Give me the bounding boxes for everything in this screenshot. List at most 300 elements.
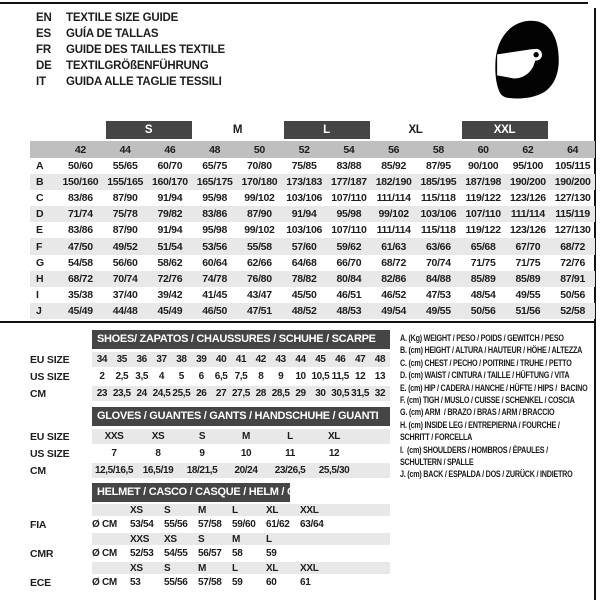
measure-cell: 49/52	[112, 240, 138, 253]
textile-size-table	[30, 121, 595, 319]
size-group-L: L	[284, 121, 370, 139]
measure-cell: 46/51	[336, 288, 362, 301]
value-cell: 12	[328, 448, 340, 459]
gloves-table-rows	[30, 429, 390, 478]
value-cell: 61/62	[266, 519, 290, 530]
measure-cell: 71/75	[470, 256, 496, 269]
value-cell: 12	[354, 371, 366, 382]
measure-cell: 60/64	[202, 256, 228, 269]
measure-cell: 87/95	[425, 160, 451, 173]
value-cell: 24	[136, 388, 147, 399]
size-cell: XXL	[300, 504, 319, 516]
measure-cell: 49/55	[515, 288, 541, 301]
size-cell: 58	[432, 143, 444, 156]
measure-cell: 56/60	[112, 256, 138, 269]
measure-cell: 190/200	[554, 176, 591, 189]
measure-row-B	[30, 174, 595, 190]
size-group-blank	[551, 121, 594, 139]
measure-cell: 87/90	[246, 208, 272, 221]
measure-cell: 105/115	[554, 160, 591, 173]
value-cell: 25,5	[172, 388, 191, 399]
language-row	[36, 58, 225, 74]
measure-cell: 45/49	[157, 304, 183, 317]
measure-cell: 68/72	[560, 240, 586, 253]
size-cell: M	[232, 533, 241, 545]
size-number-row	[30, 141, 595, 158]
value-cell: M	[242, 431, 250, 442]
value-cell: 58	[232, 548, 243, 559]
value-cell: 57/58	[198, 519, 222, 530]
measure-cell: 67/70	[515, 240, 541, 253]
row-letter: B	[36, 176, 44, 189]
measure-cell: 54/58	[67, 256, 93, 269]
certification-label: ECE	[30, 576, 51, 589]
size-cell: XL	[266, 562, 279, 574]
section-divider-rule	[0, 321, 595, 323]
value-cell: 6,5	[214, 371, 228, 382]
size-cell: XXL	[300, 562, 319, 574]
measure-cell: 52/58	[560, 304, 586, 317]
size-cell: 56	[388, 143, 400, 156]
language-row	[36, 26, 225, 42]
row-letter: D	[36, 208, 44, 221]
value-cell: 42	[255, 354, 266, 365]
measure-cell: 68/72	[67, 272, 93, 285]
value-cell: 41	[235, 354, 247, 365]
value-cell: 31,5	[351, 388, 370, 399]
size-cell: L	[266, 533, 272, 545]
size-cell: L	[232, 504, 238, 516]
measure-cell: 53/56	[202, 240, 228, 253]
helmet-size-values	[92, 504, 390, 516]
size-cell: 42	[74, 143, 86, 156]
size-cell: XL	[266, 504, 279, 516]
row-letter: G	[36, 256, 44, 269]
value-cell: 8	[258, 371, 264, 382]
measure-cell: 165/175	[196, 176, 233, 189]
measure-cell: 187/198	[465, 176, 502, 189]
size-cell: 60	[477, 143, 489, 156]
measure-cell: 43/47	[246, 288, 272, 301]
value-cell: 27	[215, 388, 227, 399]
measure-cell: 150/160	[62, 176, 99, 189]
measure-cell: 64/68	[291, 256, 317, 269]
value-cell: 59	[266, 548, 277, 559]
measure-cell: 83/88	[336, 160, 362, 173]
measure-cell: 50/56	[560, 288, 586, 301]
measure-cell: 70/80	[246, 160, 272, 173]
value-cell: 7,5	[234, 371, 248, 382]
row-letter: A	[36, 160, 44, 173]
size-cell: 64	[567, 143, 579, 156]
value-cell: 36	[136, 354, 147, 365]
size-group-S: S	[106, 121, 192, 139]
measure-cell: 83/86	[202, 208, 228, 221]
value-cell: 47	[354, 354, 366, 365]
measure-cell: 99/102	[244, 192, 275, 205]
row-letter: H	[36, 272, 44, 285]
size-cell: S	[164, 562, 171, 574]
row-values	[92, 386, 390, 401]
legend-item: C. (cm) CHEST / PECHO / POITRINE / TRUHE / PETTO	[400, 357, 572, 368]
measure-cell: 62/66	[246, 256, 272, 269]
measure-cell: 55/58	[246, 240, 272, 253]
measure-cell: 83/86	[67, 192, 93, 205]
measure-cell: 45/50	[291, 288, 317, 301]
unit-cell: Ø CM	[92, 548, 117, 559]
helmet-table	[30, 483, 390, 591]
language-label: TEXTILE SIZE GUIDE	[66, 12, 179, 24]
measure-cell: 39/42	[157, 288, 183, 301]
value-cell: 27,5	[232, 388, 250, 399]
table-row-eu-size	[30, 352, 390, 367]
measure-cell: 75/85	[291, 160, 317, 173]
size-cell: M	[198, 504, 207, 516]
measure-cell: 127/130	[554, 192, 591, 205]
measure-cell: 41/45	[202, 288, 228, 301]
size-group-blank	[60, 121, 103, 139]
measure-cell: 57/60	[291, 240, 317, 253]
measure-cell: 70/74	[112, 272, 138, 285]
value-cell: XXS	[104, 431, 124, 442]
value-cell: 59	[232, 577, 243, 588]
measure-cell: 87/91	[560, 272, 586, 285]
row-label: CM	[30, 387, 46, 400]
value-cell: L	[287, 431, 293, 442]
value-cell: 56/57	[198, 548, 222, 559]
size-cell: 54	[343, 143, 355, 156]
value-cell: 63/64	[300, 519, 324, 530]
legend-item: G. (cm) ARM / BRAZO / BRAS / ARM / BRACCIO	[400, 407, 555, 418]
value-cell: 45	[315, 354, 326, 365]
unit-cell: Ø CM	[92, 577, 117, 588]
measure-cell: 123/126	[509, 224, 546, 237]
measure-cell: 91/94	[157, 192, 183, 205]
value-cell: 61	[300, 577, 311, 588]
size-cell: S	[164, 504, 171, 516]
helmet-value-row-fia	[30, 517, 390, 532]
size-group-header-row	[30, 121, 595, 139]
measure-cell: 35/38	[67, 288, 93, 301]
measure-cell: 103/106	[420, 208, 457, 221]
table-row-cm	[30, 386, 390, 401]
measure-cell: 45/49	[67, 304, 93, 317]
measure-cell: 82/86	[381, 272, 407, 285]
measure-row-I	[30, 287, 595, 303]
value-cell: 55/56	[164, 519, 188, 530]
measure-cell: 111/114	[510, 208, 545, 221]
size-group-XXL: XXL	[462, 121, 548, 139]
measure-cell: 50/56	[470, 304, 496, 317]
measure-cell: 115/119	[555, 208, 590, 221]
measure-cell: 177/187	[330, 176, 367, 189]
helmet-size-row-fia	[30, 504, 390, 516]
measure-cell: 71/74	[67, 208, 93, 221]
measure-cell: 65/75	[202, 160, 228, 173]
row-values	[92, 446, 390, 461]
measure-cell: 46/52	[381, 288, 407, 301]
gloves-table	[30, 407, 390, 480]
language-row	[36, 42, 225, 58]
value-cell: 28,5	[271, 388, 290, 399]
measure-cell: 95/100	[512, 160, 544, 173]
certification-label: CMR	[30, 547, 54, 560]
size-cell: S	[198, 533, 205, 545]
measure-cell: 111/114	[376, 224, 411, 237]
value-cell: 5	[178, 371, 184, 382]
value-cell: 12,5/16,5	[94, 465, 134, 476]
measure-cell: 49/55	[425, 304, 451, 317]
measure-cell: 70/74	[425, 256, 451, 269]
measure-cell: 61/63	[381, 240, 407, 253]
measurement-legend	[400, 332, 595, 481]
helmet-value-row-ece	[30, 575, 390, 590]
measure-cell: 103/106	[286, 192, 323, 205]
value-cell: 3,5	[135, 371, 148, 382]
measure-cell: 55/65	[112, 160, 138, 173]
value-cell: 40	[215, 354, 227, 365]
value-cell: 9	[199, 448, 205, 459]
legend-item: H. (cm) INSIDE LEG / ENTREPIERNA / FOURCHE / SCHRITT / FORCELLA	[400, 419, 560, 443]
measure-cell: 115/118	[421, 192, 456, 205]
value-cell: 55/56	[164, 577, 188, 588]
language-label: GUÍA DE TALLAS	[66, 28, 159, 40]
value-cell: 32	[374, 388, 386, 399]
value-cell: 2	[99, 371, 105, 382]
language-label: GUIDA ALLE TAGLIE TESSILI	[66, 76, 222, 88]
measure-cell: 51/54	[157, 240, 183, 253]
measure-cell: 48/53	[336, 304, 362, 317]
value-cell: 29	[295, 388, 306, 399]
size-cell: 62	[522, 143, 534, 156]
measure-cell: 83/86	[67, 224, 93, 237]
value-cell: 48	[374, 354, 386, 365]
measure-cell: 66/70	[336, 256, 362, 269]
value-cell: 53	[130, 577, 141, 588]
measure-cell: 91/94	[157, 224, 183, 237]
measure-cell: 71/75	[515, 256, 541, 269]
legend-item: A. (Kg) WEIGHT / PESO / POIDS / GEWITCH / PESO	[400, 333, 564, 343]
measure-cell: 99/102	[244, 224, 275, 237]
measure-cell: 85/89	[470, 272, 496, 285]
helmet-size-values	[92, 562, 390, 574]
row-label: CM	[30, 464, 46, 477]
measure-cell: 107/110	[331, 192, 367, 205]
size-group-XL: XL	[408, 124, 423, 136]
row-label: US SIZE	[30, 447, 70, 460]
value-cell: 10	[295, 371, 306, 382]
measure-cell: 49/54	[381, 304, 407, 317]
unit-cell: Ø CM	[92, 519, 117, 530]
measure-cell: 182/190	[375, 176, 412, 189]
measure-cell: 170/180	[241, 176, 278, 189]
language-label: GUIDE DES TAILLES TEXTILE	[66, 44, 225, 56]
legend-item: E. (cm) HIP / CADERA / HANCHE / HÜFTE / HIPS / BACINO	[400, 382, 588, 393]
value-cell: XS	[151, 431, 165, 442]
helmet-table-rows	[30, 504, 390, 590]
language-label: TEXTILGRÖßENFÜHRUNG	[66, 60, 209, 72]
helmet-size-row-cmr	[30, 533, 390, 545]
size-cell: M	[198, 562, 207, 574]
measure-row-H	[30, 271, 595, 287]
measure-cell: 87/90	[112, 192, 138, 205]
legend-item: D. (cm) WAIST / CINTURA / TAILLE / HÜFTUNG / VITA	[400, 370, 570, 381]
row-letter: F	[36, 240, 43, 253]
value-cell: 46	[335, 354, 346, 365]
language-code: IT	[36, 76, 46, 88]
value-cell: 28	[255, 388, 266, 399]
legend-item: B. (cm) HEIGHT / ALTURA / HAUTEUR / HÖHE / ALTEZZA	[400, 345, 583, 356]
helmet-values	[92, 517, 390, 532]
row-letter: C	[36, 192, 44, 205]
size-cell: 50	[253, 143, 265, 156]
certification-label: FIA	[30, 518, 47, 531]
value-cell: 30	[315, 388, 326, 399]
value-cell: XL	[328, 431, 340, 442]
value-cell: 23,5	[112, 388, 131, 399]
measure-cell: 51/56	[515, 304, 541, 317]
value-cell: 8	[155, 448, 161, 459]
value-cell: 39	[196, 354, 207, 365]
measure-cell: 68/72	[381, 256, 407, 269]
language-row	[36, 10, 225, 26]
size-cell: L	[232, 562, 238, 574]
measure-cell: 87/90	[112, 224, 138, 237]
language-code: DE	[36, 60, 52, 72]
measure-row-G	[30, 255, 595, 271]
measure-row-D	[30, 206, 595, 222]
value-cell: 6	[198, 371, 204, 382]
size-cell: XXS	[130, 533, 150, 545]
size-cell: 52	[298, 143, 310, 156]
measure-cell: 59/62	[336, 240, 362, 253]
value-cell: 34	[96, 354, 108, 365]
value-cell: S	[198, 431, 206, 442]
legend-item: F. (cm) TIGH / MUSLO / CUISSE / SCHENKEL / COSCIA	[400, 395, 575, 406]
value-cell: 11,5	[331, 371, 349, 382]
measure-cell: 123/126	[509, 192, 546, 205]
legend-item: J. (cm) BACK / ESPALDA / DOS / ZURÜCK / INDIETRO	[400, 469, 573, 480]
measure-cell: 80/84	[336, 272, 362, 285]
measure-cell: 46/50	[202, 304, 228, 317]
measure-cell: 173/183	[286, 176, 323, 189]
value-cell: 25,5/30	[318, 465, 350, 476]
value-cell: 7	[111, 448, 117, 459]
helmet-values	[92, 575, 390, 590]
measure-cell: 65/68	[470, 240, 496, 253]
measure-cell: 85/92	[381, 160, 407, 173]
measure-cell: 119/122	[465, 192, 501, 205]
measure-cell: 72/76	[157, 272, 183, 285]
measure-row-E	[30, 222, 595, 238]
measure-row-J	[30, 303, 595, 319]
legend-item: I. (cm) SHOULDERS / HOMBROS / ÉPAULES / SCHULTERN / SPALLE	[400, 444, 548, 468]
shoes-table-title: SHOES/ ZAPATOS / CHAUSSURES / SCHUHE / SCARPE	[92, 330, 390, 349]
value-cell: 2,5	[115, 371, 129, 382]
value-cell: 60	[266, 577, 277, 588]
size-cell: 44	[119, 143, 131, 156]
size-cell: XS	[130, 562, 143, 574]
row-values	[92, 352, 390, 367]
size-cell: 46	[164, 143, 176, 156]
measure-cell: 107/110	[331, 224, 367, 237]
measure-cell: 115/118	[421, 224, 456, 237]
helmet-values	[92, 546, 390, 561]
table-row-us-size	[30, 369, 390, 384]
measure-cell: 48/54	[470, 288, 496, 301]
measure-cell: 111/114	[376, 192, 411, 205]
measure-row-F	[30, 238, 595, 254]
shoes-table	[30, 330, 390, 403]
helmet-size-row-ece	[30, 562, 390, 574]
measure-cell: 185/195	[420, 176, 457, 189]
measure-cell: 72/76	[560, 256, 586, 269]
helmet-icon-svg	[487, 13, 565, 105]
value-cell: 35	[116, 354, 127, 365]
value-cell: 23/26,5	[274, 465, 306, 476]
value-cell: 18/21,5	[186, 465, 218, 476]
language-code: EN	[36, 12, 52, 24]
row-label: EU SIZE	[30, 353, 70, 366]
value-cell: 11	[285, 448, 295, 459]
measure-cell: 78/82	[291, 272, 317, 285]
measure-cell: 84/88	[425, 272, 451, 285]
row-values	[92, 463, 390, 478]
row-values	[92, 369, 390, 384]
value-cell: 53/54	[130, 519, 154, 530]
measure-cell: 90/100	[467, 160, 499, 173]
size-group-M: M	[232, 124, 243, 136]
row-letter: J	[36, 304, 42, 317]
measure-cell: 74/78	[202, 272, 228, 285]
value-cell: 37	[156, 354, 167, 365]
value-cell: 13	[374, 371, 386, 382]
value-cell: 57/58	[198, 577, 222, 588]
row-letter: I	[36, 288, 39, 301]
measure-cell: 75/78	[112, 208, 138, 221]
value-cell: 10	[240, 448, 252, 459]
shoes-table-rows	[30, 352, 390, 401]
value-cell: 16,5/19	[142, 465, 174, 476]
measure-cell: 95/98	[202, 192, 228, 205]
measure-cell: 103/106	[286, 224, 323, 237]
measure-cell: 58/62	[157, 256, 183, 269]
table-row-eu-size	[30, 429, 390, 444]
measure-cell: 44/48	[112, 304, 138, 317]
helmet-icon	[487, 13, 565, 105]
value-cell: 24,5	[152, 388, 171, 399]
helmet-value-row-cmr	[30, 546, 390, 561]
measure-cell: 37/40	[112, 288, 138, 301]
size-cell: 48	[209, 143, 221, 156]
value-cell: 44	[295, 354, 306, 365]
language-code: FR	[36, 44, 51, 56]
measure-cell: 48/52	[291, 304, 317, 317]
measure-cell: 95/98	[202, 224, 228, 237]
row-values	[92, 429, 390, 444]
value-cell: 59/60	[232, 519, 256, 530]
measure-cell: 85/89	[515, 272, 541, 285]
top-border-rule	[0, 2, 588, 4]
measure-cell: 63/66	[425, 240, 451, 253]
measure-cell: 160/170	[151, 176, 188, 189]
size-cell: XS	[164, 533, 177, 545]
measure-cell: 190/200	[509, 176, 546, 189]
value-cell: 43	[275, 354, 286, 365]
measure-cell: 47/53	[425, 288, 451, 301]
measure-cell: 47/50	[67, 240, 93, 253]
measure-cell: 91/94	[291, 208, 317, 221]
